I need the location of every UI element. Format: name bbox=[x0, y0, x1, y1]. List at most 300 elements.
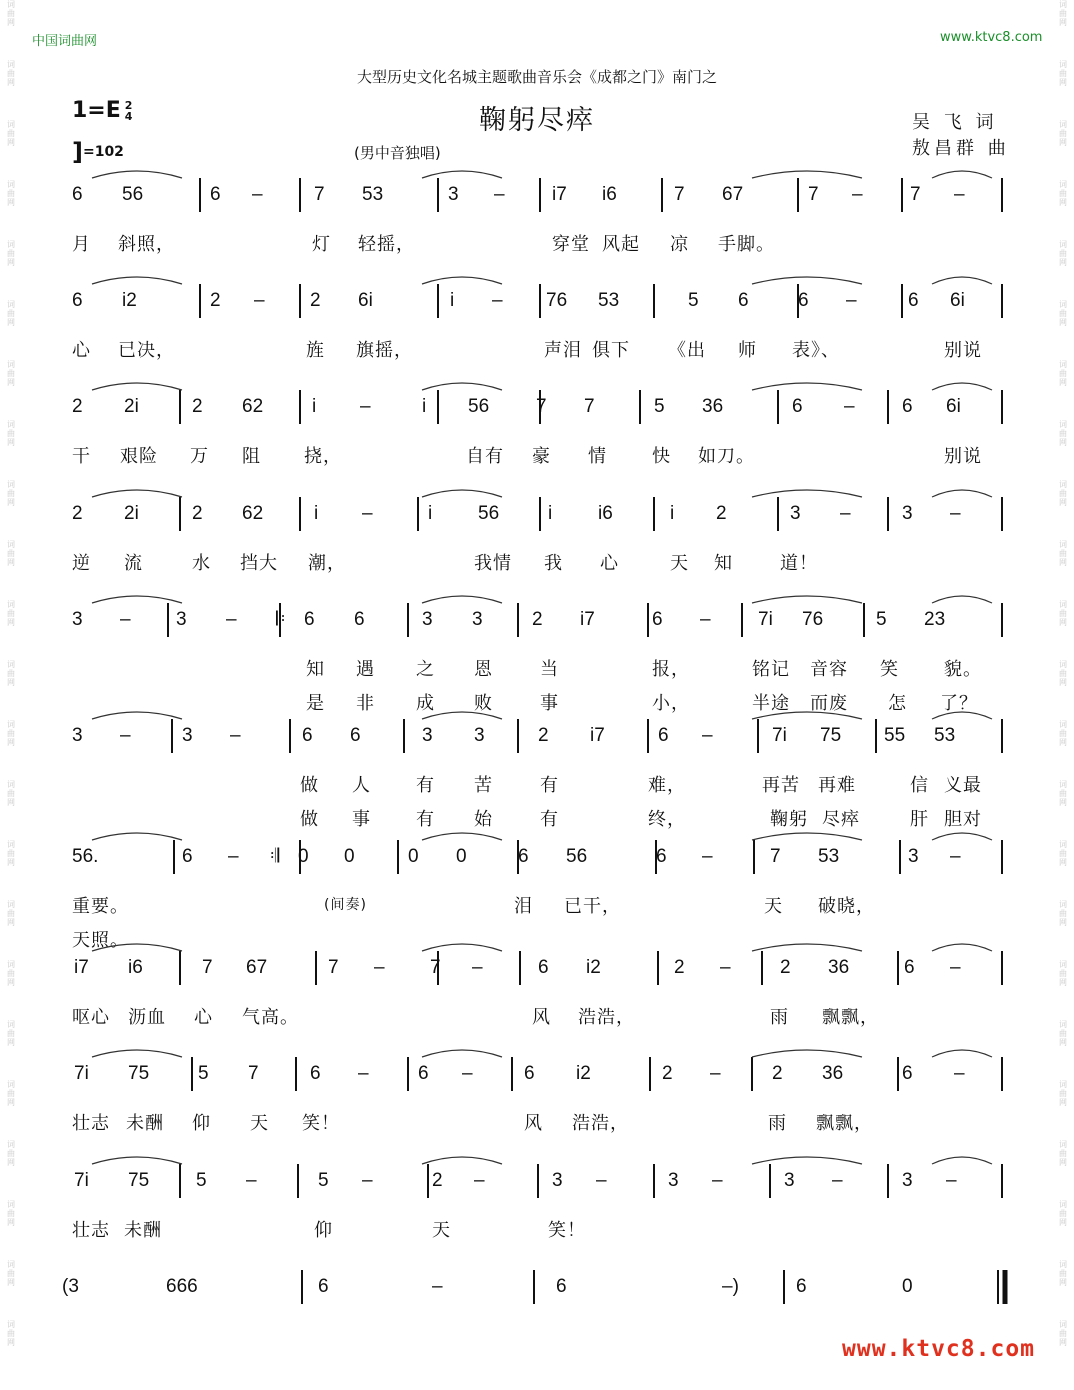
lyric: 笑！ bbox=[302, 1113, 340, 1134]
note: 3 bbox=[72, 725, 83, 746]
slur-arc bbox=[422, 490, 502, 497]
note: 36 bbox=[828, 957, 850, 978]
note: 2 bbox=[72, 396, 83, 417]
note: – bbox=[720, 957, 731, 978]
lyric: 俱下 bbox=[592, 340, 630, 361]
watermark-text: 词 曲 网 bbox=[7, 720, 15, 747]
note: 3 bbox=[182, 725, 193, 746]
lyric: 风起 bbox=[602, 234, 640, 255]
lyric: 轻摇， bbox=[358, 234, 415, 255]
key-label: 1=E bbox=[72, 98, 121, 123]
lyric: 穿堂 bbox=[552, 234, 590, 255]
lyric: 别说 bbox=[944, 340, 982, 361]
lyric: 有 bbox=[416, 775, 435, 796]
note: – bbox=[702, 846, 713, 867]
note: – bbox=[226, 609, 237, 630]
slur-arc bbox=[752, 490, 862, 497]
lyric-second-verse: 怎 bbox=[888, 693, 907, 714]
slur-arc bbox=[752, 596, 862, 603]
watermark-text: 词 曲 网 bbox=[7, 660, 15, 687]
slur-arc bbox=[92, 171, 182, 178]
watermark-text: 词 曲 网 bbox=[7, 540, 15, 567]
lyric: 师 bbox=[738, 340, 757, 361]
note: i bbox=[314, 503, 319, 524]
lyric: 浩浩， bbox=[572, 1113, 629, 1134]
system-barlines bbox=[62, 719, 1012, 759]
lyric: 阻 bbox=[242, 446, 261, 467]
note: 6 bbox=[72, 290, 83, 311]
lyric: 知 bbox=[714, 553, 733, 574]
note: i2 bbox=[586, 957, 601, 978]
note: (3 bbox=[62, 1276, 79, 1297]
slur-arc bbox=[932, 1157, 992, 1164]
note: –) bbox=[722, 1276, 739, 1297]
note: 2 bbox=[532, 609, 543, 630]
lyric: 之 bbox=[416, 659, 435, 680]
slur-arc bbox=[752, 383, 862, 390]
watermark-text: 词 曲 网 bbox=[7, 780, 15, 807]
lyric: 信 bbox=[910, 775, 929, 796]
note: 3 bbox=[474, 725, 485, 746]
time-bottom: 4 bbox=[124, 110, 133, 123]
note: 7i bbox=[772, 725, 787, 746]
watermark-text: 词 曲 网 bbox=[1059, 900, 1067, 927]
key-signature bbox=[72, 98, 132, 123]
system-barlines bbox=[62, 840, 1012, 880]
note: 7 bbox=[314, 184, 325, 205]
note: – bbox=[702, 725, 713, 746]
slur-arc bbox=[932, 944, 992, 951]
note: 76 bbox=[546, 290, 568, 311]
watermark-text: 词 曲 网 bbox=[7, 360, 15, 387]
note: – bbox=[120, 609, 131, 630]
note: – bbox=[832, 1170, 843, 1191]
lyric: 遇 bbox=[356, 659, 375, 680]
watermark-text: 词 曲 网 bbox=[1059, 420, 1067, 447]
lyric: 有 bbox=[540, 775, 559, 796]
watermark-text: 词 曲 网 bbox=[1059, 1320, 1067, 1347]
slur-arc bbox=[422, 171, 502, 178]
note: 6 bbox=[738, 290, 749, 311]
note: 6 bbox=[658, 725, 669, 746]
slur-arc bbox=[92, 490, 182, 497]
note: – bbox=[472, 957, 483, 978]
watermark-text: 词 曲 网 bbox=[1059, 1260, 1067, 1287]
note: 6 bbox=[656, 846, 667, 867]
lyric: 义最 bbox=[944, 775, 982, 796]
slur-arc bbox=[932, 277, 992, 284]
watermark-text: 词 曲 网 bbox=[1059, 1080, 1067, 1107]
score-system bbox=[62, 497, 1012, 574]
slur-arc bbox=[752, 171, 862, 178]
watermark-text: 词 曲 网 bbox=[1059, 780, 1067, 807]
note: – bbox=[474, 1170, 485, 1191]
watermark-text: 词 曲 网 bbox=[7, 0, 15, 27]
note: – bbox=[362, 503, 373, 524]
note: 2 bbox=[210, 290, 221, 311]
note: 6 bbox=[908, 290, 919, 311]
watermark-text: 词 曲 网 bbox=[7, 240, 15, 267]
note: i bbox=[670, 503, 675, 524]
lyric: 挡大 bbox=[240, 553, 278, 574]
slur-arc bbox=[422, 1050, 502, 1057]
note: 2 bbox=[538, 725, 549, 746]
lyric-second-verse: 而废 bbox=[810, 693, 848, 714]
note: 6 bbox=[538, 957, 549, 978]
note: 666 bbox=[166, 1276, 198, 1297]
note: 6 bbox=[556, 1276, 567, 1297]
note: 6 bbox=[904, 957, 915, 978]
note: 75 bbox=[820, 725, 842, 746]
note: 3 bbox=[422, 725, 433, 746]
note: 5 bbox=[688, 290, 699, 311]
lyric-second-verse: 是 bbox=[306, 693, 325, 714]
watermark-text: 词 曲 网 bbox=[7, 1140, 15, 1167]
lyric: 自有 bbox=[466, 446, 504, 467]
note: 6 bbox=[902, 396, 913, 417]
watermark-text: 词 曲 网 bbox=[1059, 240, 1067, 267]
note: 0 bbox=[902, 1276, 913, 1297]
lyric: 干 bbox=[72, 446, 91, 467]
note: – bbox=[494, 184, 505, 205]
note: – bbox=[950, 846, 961, 867]
note: 7 bbox=[202, 957, 213, 978]
watermark-text: 词 曲 网 bbox=[7, 960, 15, 987]
slur-arc bbox=[752, 1050, 862, 1057]
note: 56. bbox=[72, 846, 99, 867]
tempo-value: =102 bbox=[82, 144, 124, 160]
watermark-text: 词 曲 网 bbox=[1059, 60, 1067, 87]
lyric: 做 bbox=[300, 775, 319, 796]
note: 6i bbox=[946, 396, 961, 417]
lyric: 飘飘， bbox=[822, 1007, 879, 1028]
lyric-second-verse: 肝 bbox=[910, 809, 929, 830]
slur-arc bbox=[422, 944, 502, 951]
system-barlines bbox=[62, 497, 1012, 537]
note: 2 bbox=[780, 957, 791, 978]
note: i6 bbox=[598, 503, 613, 524]
note: 67 bbox=[246, 957, 268, 978]
note: – bbox=[120, 725, 131, 746]
note: – bbox=[946, 1170, 957, 1191]
lyric: 仰 bbox=[314, 1220, 333, 1241]
score-system bbox=[62, 1057, 1012, 1134]
note: 3 bbox=[72, 609, 83, 630]
note: i6 bbox=[128, 957, 143, 978]
lyric: 潮， bbox=[308, 553, 346, 574]
lyric-second-verse: 有 bbox=[540, 809, 559, 830]
lyric: 挠， bbox=[304, 446, 342, 467]
lyric: 逆 bbox=[72, 553, 91, 574]
slur-arc bbox=[752, 833, 862, 840]
note: – bbox=[358, 1063, 369, 1084]
lyricist-credit: 吴 飞 词 bbox=[912, 112, 998, 133]
note: 5 bbox=[876, 609, 887, 630]
note: – bbox=[950, 503, 961, 524]
note: i2 bbox=[576, 1063, 591, 1084]
slur-arc bbox=[932, 171, 992, 178]
note: 2 bbox=[310, 290, 321, 311]
brand-logo[interactable]: www.ktvc8.com bbox=[842, 1336, 1036, 1362]
watermark-text: 词 曲 网 bbox=[1059, 180, 1067, 207]
note: 2 bbox=[192, 396, 203, 417]
note: 5 bbox=[654, 396, 665, 417]
lyric: 流 bbox=[124, 553, 143, 574]
note: – bbox=[954, 1063, 965, 1084]
note: 0 bbox=[298, 846, 309, 867]
lyric-second-verse: 有 bbox=[416, 809, 435, 830]
lyric: 旗摇， bbox=[356, 340, 413, 361]
lyric: 我情 bbox=[474, 553, 512, 574]
note: 2 bbox=[772, 1063, 783, 1084]
site-url-right[interactable]: www.ktvc8.com bbox=[940, 30, 1043, 45]
watermark-text: 词 曲 网 bbox=[7, 1200, 15, 1227]
watermark-right bbox=[1054, 0, 1072, 1390]
watermark-text: 词 曲 网 bbox=[7, 300, 15, 327]
note: – bbox=[954, 184, 965, 205]
note: 36 bbox=[702, 396, 724, 417]
lyric-second-verse: 败 bbox=[474, 693, 493, 714]
lyric: 未酬 bbox=[126, 1113, 164, 1134]
note: – bbox=[462, 1063, 473, 1084]
note: 6 bbox=[524, 1063, 535, 1084]
note: i7 bbox=[580, 609, 595, 630]
site-name-left[interactable]: 中国词曲网 bbox=[32, 34, 98, 49]
lyric: 苦 bbox=[474, 775, 493, 796]
lyric: 未酬 bbox=[124, 1220, 162, 1241]
slur-arc bbox=[92, 1050, 182, 1057]
lyric: 道！ bbox=[780, 553, 818, 574]
note: – bbox=[492, 290, 503, 311]
lyric: 旌 bbox=[306, 340, 325, 361]
note: – bbox=[596, 1170, 607, 1191]
lyric: 飘飘， bbox=[816, 1113, 873, 1134]
system-barlines bbox=[62, 1270, 1012, 1310]
note: 2i bbox=[124, 396, 139, 417]
lyric: 心 bbox=[600, 553, 619, 574]
watermark-left bbox=[2, 0, 20, 1390]
note: 53 bbox=[934, 725, 956, 746]
lyric-second-verse: 做 bbox=[300, 809, 319, 830]
watermark-text: 词 曲 网 bbox=[7, 600, 15, 627]
note: – bbox=[360, 396, 371, 417]
watermark-text: 词 曲 网 bbox=[1059, 540, 1067, 567]
note: 56 bbox=[478, 503, 500, 524]
note: i7 bbox=[74, 957, 89, 978]
note: 2 bbox=[662, 1063, 673, 1084]
lyric-second-verse: 终， bbox=[648, 809, 686, 830]
watermark-text: 词 曲 网 bbox=[1059, 1200, 1067, 1227]
lyric: 情 bbox=[588, 446, 607, 467]
lyric: 《出 bbox=[668, 340, 706, 361]
watermark-text: 词 曲 网 bbox=[7, 1320, 15, 1347]
slur-arc bbox=[932, 383, 992, 390]
note: 6 bbox=[72, 184, 83, 205]
lyric: 再苦 bbox=[762, 775, 800, 796]
note: 𝄇 bbox=[270, 846, 280, 867]
slur-arc bbox=[932, 596, 992, 603]
watermark-text: 词 曲 网 bbox=[1059, 720, 1067, 747]
note: 7 bbox=[584, 396, 595, 417]
note: i bbox=[312, 396, 317, 417]
slur-arc bbox=[92, 596, 182, 603]
lyric: 笑！ bbox=[548, 1220, 586, 1241]
lyric: 壮志 bbox=[72, 1113, 110, 1134]
note: 2 bbox=[192, 503, 203, 524]
note: 0 bbox=[456, 846, 467, 867]
note: 75 bbox=[128, 1063, 150, 1084]
note: 6 bbox=[354, 609, 365, 630]
note: i7 bbox=[590, 725, 605, 746]
lyric: 恩 bbox=[474, 659, 493, 680]
note: – bbox=[700, 609, 711, 630]
lyric: 快 bbox=[652, 446, 671, 467]
lyric-second-verse: 尽瘁 bbox=[822, 809, 860, 830]
lyric: 已干， bbox=[564, 896, 621, 917]
note: 7 bbox=[248, 1063, 259, 1084]
note: – bbox=[950, 957, 961, 978]
lyric: 当 bbox=[540, 659, 559, 680]
note: 2 bbox=[716, 503, 727, 524]
lyric-second-verse: 事 bbox=[540, 693, 559, 714]
lyric: 心 bbox=[72, 340, 91, 361]
lyric: 天 bbox=[250, 1113, 269, 1134]
lyric: 难， bbox=[648, 775, 686, 796]
note: i bbox=[422, 396, 427, 417]
note: – bbox=[246, 1170, 257, 1191]
note: 62 bbox=[242, 503, 264, 524]
lyric-second-verse: 鞠躬 bbox=[770, 809, 808, 830]
note: – bbox=[712, 1170, 723, 1191]
note: i bbox=[428, 503, 433, 524]
slur-arc bbox=[752, 1157, 862, 1164]
slur-arc bbox=[92, 1157, 182, 1164]
lyric-second-verse: 小， bbox=[652, 693, 690, 714]
slur-arc bbox=[422, 596, 502, 603]
watermark-text: 词 曲 网 bbox=[1059, 0, 1067, 27]
lyric: 如刀。 bbox=[698, 446, 755, 467]
lyric: 泪 bbox=[514, 896, 533, 917]
lyric: 再难 bbox=[818, 775, 856, 796]
page-subtitle: 大型历史文化名城主题歌曲音乐会《成都之门》南门之 bbox=[356, 68, 717, 86]
watermark-text: 词 曲 网 bbox=[7, 1020, 15, 1047]
lyric: 破晓， bbox=[818, 896, 875, 917]
note: – bbox=[254, 290, 265, 311]
slur-arc bbox=[932, 1050, 992, 1057]
slur-arc bbox=[92, 383, 182, 390]
lyric: 风 bbox=[524, 1113, 543, 1134]
note: 76 bbox=[802, 609, 824, 630]
lyric: 雨 bbox=[768, 1113, 787, 1134]
lyric: 天 bbox=[764, 896, 783, 917]
lyric: 仰 bbox=[192, 1113, 211, 1134]
page-title: 鞠躬尽瘁 bbox=[479, 105, 595, 136]
watermark-text: 词 曲 网 bbox=[7, 1260, 15, 1287]
note: 6 bbox=[902, 1063, 913, 1084]
lyric: 艰险 bbox=[120, 446, 158, 467]
watermark-text: 词 曲 网 bbox=[7, 840, 15, 867]
lyric: 天 bbox=[432, 1220, 451, 1241]
lyric-second-verse: 了？ bbox=[940, 693, 978, 714]
note: – bbox=[710, 1063, 721, 1084]
note: 56 bbox=[468, 396, 490, 417]
note: 75 bbox=[128, 1170, 150, 1191]
note: i bbox=[548, 503, 553, 524]
slur-arc bbox=[422, 277, 502, 284]
note: 5 bbox=[198, 1063, 209, 1084]
note: 2 bbox=[432, 1170, 443, 1191]
lyric: 手脚。 bbox=[718, 234, 775, 255]
note: 56 bbox=[122, 184, 144, 205]
note: 5 bbox=[318, 1170, 329, 1191]
note: i bbox=[450, 290, 455, 311]
note: 6i bbox=[358, 290, 373, 311]
lyric-second-verse: 事 bbox=[352, 809, 371, 830]
note: – bbox=[374, 957, 385, 978]
note: 5 bbox=[196, 1170, 207, 1191]
note: – bbox=[840, 503, 851, 524]
watermark-text: 词 曲 网 bbox=[7, 900, 15, 927]
note: 7 bbox=[770, 846, 781, 867]
lyric: 豪 bbox=[532, 446, 551, 467]
note: 6 bbox=[350, 725, 361, 746]
lyric: 已决， bbox=[118, 340, 175, 361]
lyric-second-verse: 非 bbox=[356, 693, 375, 714]
score-system bbox=[62, 840, 1012, 951]
lyric-second-verse: 半途 bbox=[752, 693, 790, 714]
watermark-text: 词 曲 网 bbox=[1059, 840, 1067, 867]
watermark-text: 词 曲 网 bbox=[1059, 480, 1067, 507]
note: – bbox=[852, 184, 863, 205]
slur-arc bbox=[752, 944, 862, 951]
lyric: 别说 bbox=[944, 446, 982, 467]
note: 0 bbox=[408, 846, 419, 867]
note: 7 bbox=[328, 957, 339, 978]
lyric: 呕心 bbox=[72, 1007, 110, 1028]
note: 6 bbox=[210, 184, 221, 205]
note: 3 bbox=[668, 1170, 679, 1191]
lyric: 浩浩， bbox=[578, 1007, 635, 1028]
lyric: 我 bbox=[544, 553, 563, 574]
score-system bbox=[62, 951, 1012, 1028]
lyric: 貌。 bbox=[944, 659, 982, 680]
note: 62 bbox=[242, 396, 264, 417]
tempo-mark bbox=[72, 138, 124, 166]
note: 2 bbox=[674, 957, 685, 978]
note: – bbox=[432, 1276, 443, 1297]
score-system bbox=[62, 603, 1012, 714]
lyric-second-verse: 胆对 bbox=[944, 809, 982, 830]
note: 6 bbox=[518, 846, 529, 867]
slur-arc bbox=[422, 1157, 502, 1164]
note: 3 bbox=[902, 1170, 913, 1191]
lyric-second-verse: 始 bbox=[474, 809, 493, 830]
note: 3 bbox=[422, 609, 433, 630]
slur-arc bbox=[932, 490, 992, 497]
note: – bbox=[846, 290, 857, 311]
note: 0 bbox=[344, 846, 355, 867]
time-top: 2 bbox=[124, 99, 133, 112]
system-barlines bbox=[62, 178, 1012, 218]
slur-arc bbox=[92, 277, 182, 284]
note: 6i bbox=[950, 290, 965, 311]
note: 3 bbox=[448, 184, 459, 205]
note: 7 bbox=[910, 184, 921, 205]
watermark-text: 词 曲 网 bbox=[7, 480, 15, 507]
note: 7i bbox=[74, 1063, 89, 1084]
note: 6 bbox=[796, 1276, 807, 1297]
note: 6 bbox=[652, 609, 663, 630]
